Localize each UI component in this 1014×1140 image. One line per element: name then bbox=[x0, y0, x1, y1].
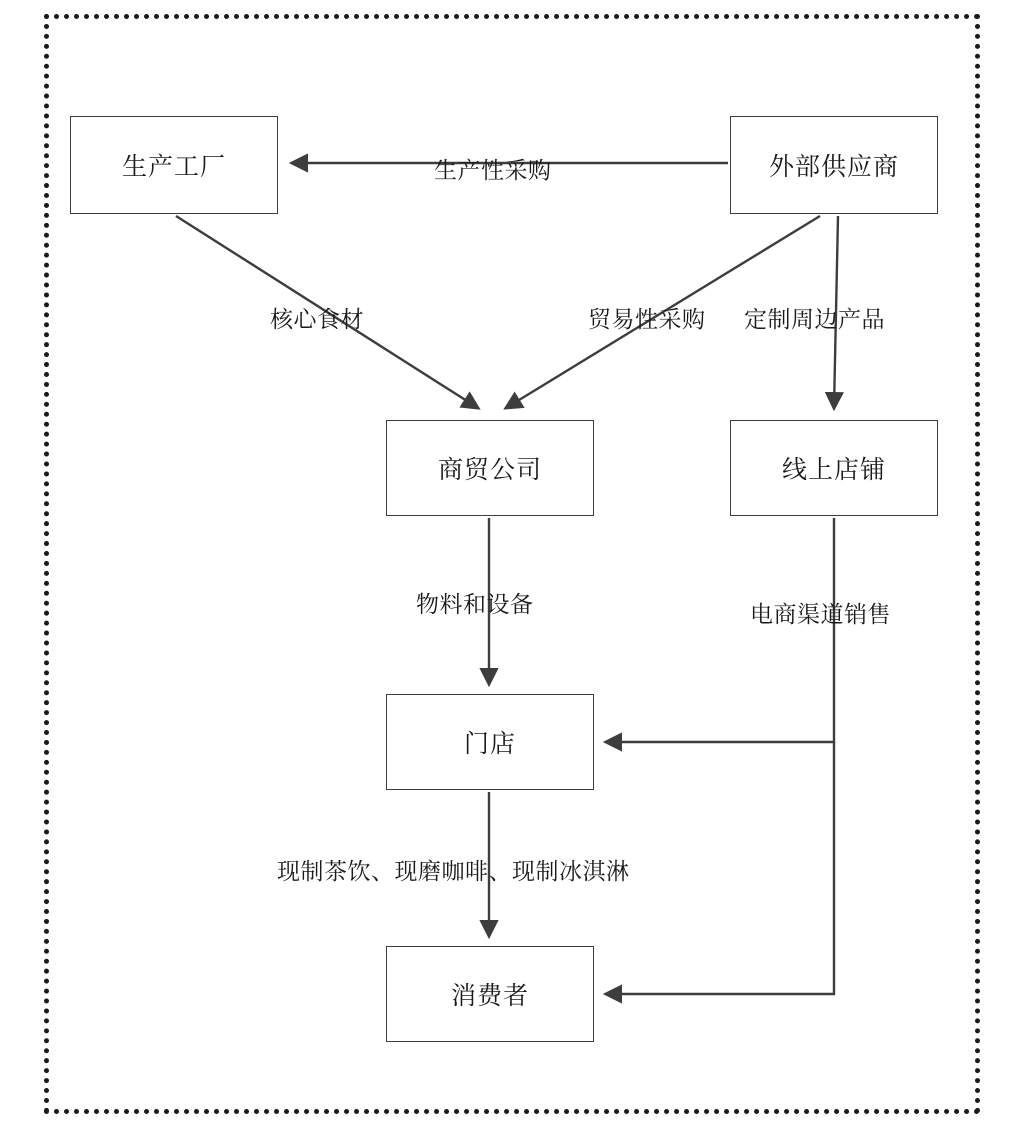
edge-label-beverages: 现制茶饮、现磨咖啡、现制冰淇淋 bbox=[277, 858, 630, 884]
node-factory[interactable] bbox=[70, 116, 278, 214]
node-supplier-label: 外部供应商 bbox=[768, 153, 899, 181]
edge-label-ecommerce-sales: 电商渠道销售 bbox=[750, 601, 891, 627]
connector-online-consumer bbox=[606, 742, 834, 994]
edge-label-materials-equipment: 物料和设备 bbox=[416, 591, 534, 617]
node-consumer[interactable] bbox=[386, 946, 594, 1042]
node-online-shop[interactable] bbox=[730, 420, 938, 516]
node-factory-label: 生产工厂 bbox=[121, 153, 226, 181]
edge-label-production-procurement: 生产性采购 bbox=[434, 157, 552, 183]
edge-label-custom-merchandise: 定制周边产品 bbox=[744, 306, 885, 332]
node-store-label: 门店 bbox=[463, 730, 516, 758]
node-trading-company[interactable] bbox=[386, 420, 594, 516]
node-consumer-label: 消费者 bbox=[450, 982, 529, 1010]
node-supplier[interactable] bbox=[730, 116, 938, 214]
connector-online-store bbox=[606, 518, 834, 742]
node-trading-company-label: 商贸公司 bbox=[437, 456, 542, 484]
node-store[interactable] bbox=[386, 694, 594, 790]
edge-label-core-ingredients: 核心食材 bbox=[270, 306, 364, 332]
edge-label-trade-procurement: 贸易性采购 bbox=[588, 306, 706, 332]
node-online-shop-label: 线上店铺 bbox=[781, 456, 886, 484]
